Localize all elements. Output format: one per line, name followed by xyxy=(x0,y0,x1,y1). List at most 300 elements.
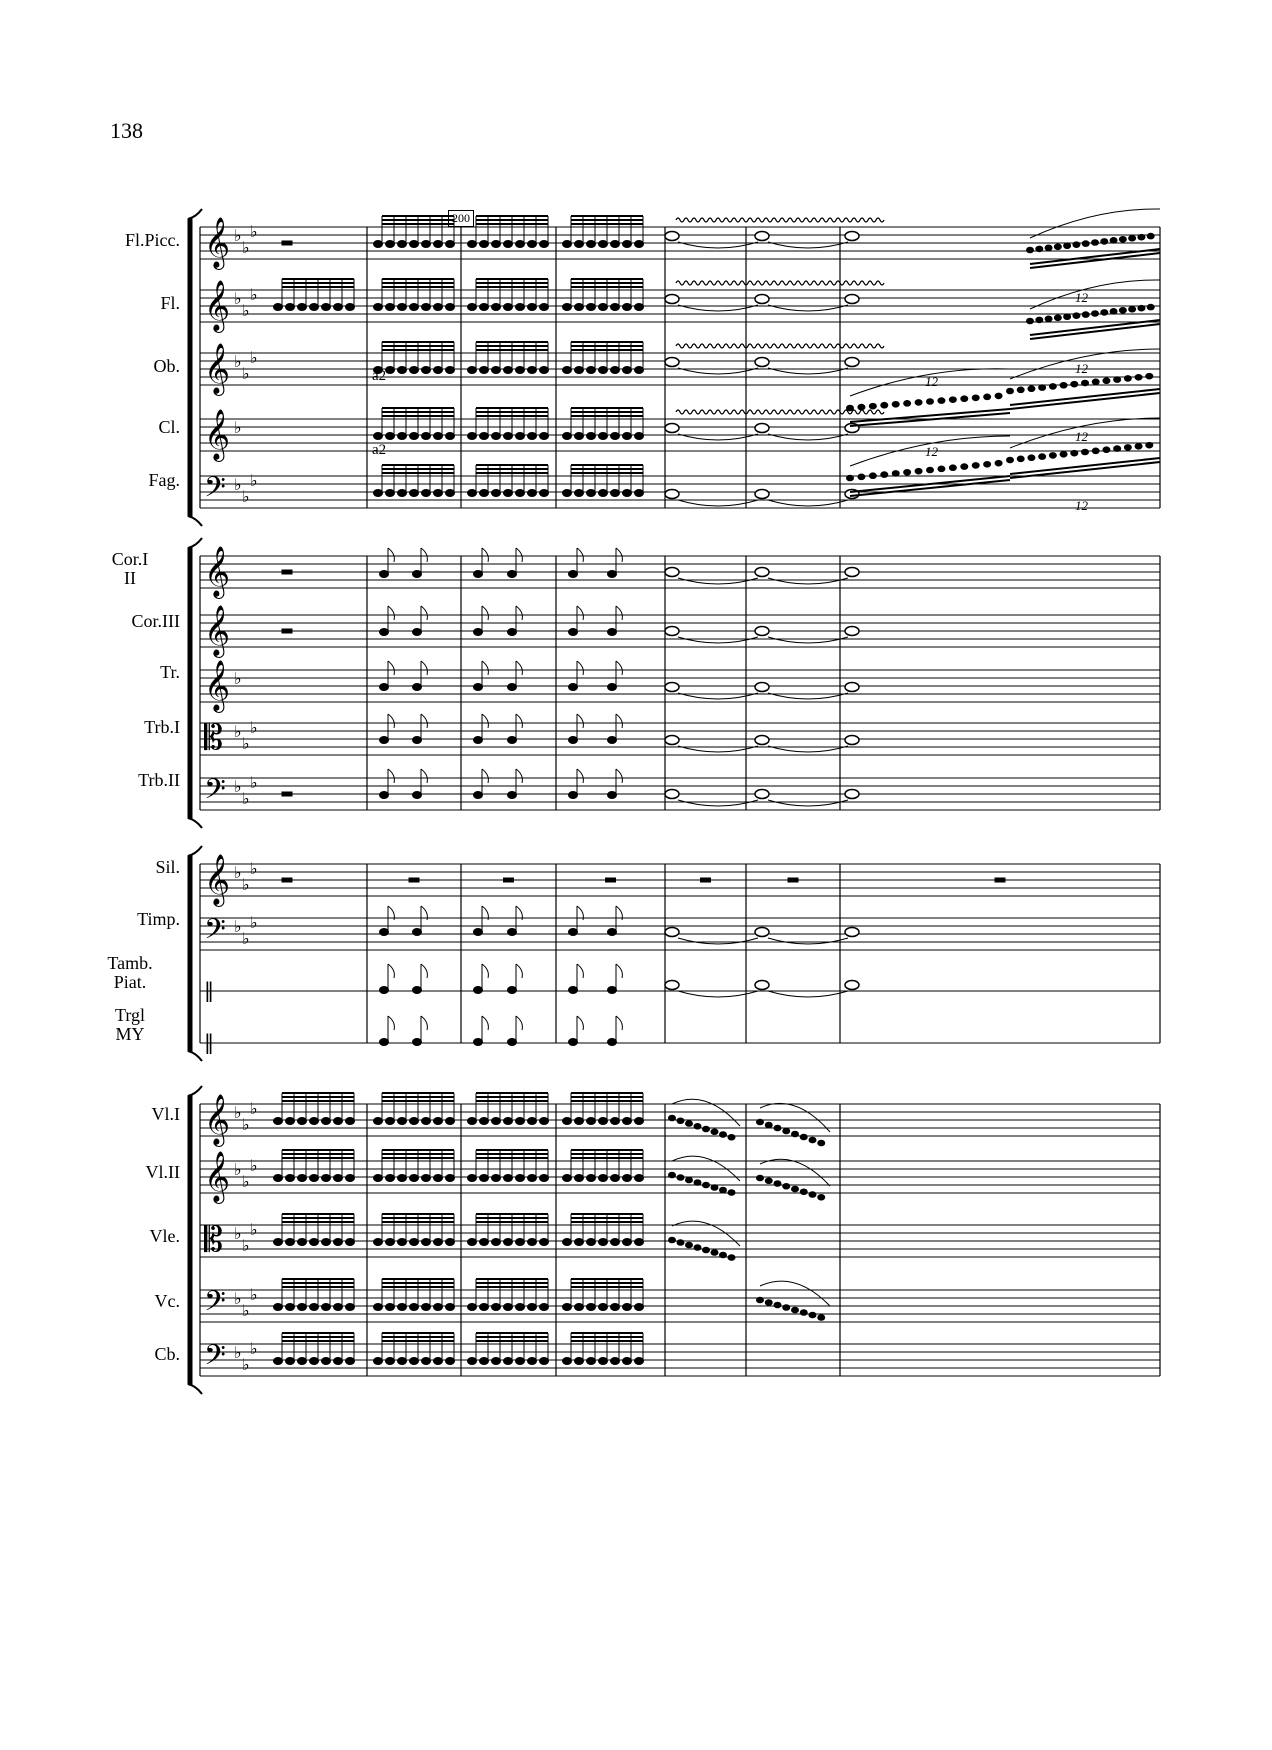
notehead xyxy=(474,684,483,691)
flag-icon xyxy=(516,661,522,675)
notehead xyxy=(599,1358,608,1365)
flat-icon: ♭ xyxy=(234,777,242,796)
treble-clef-icon: 𝄞 xyxy=(204,1151,231,1202)
notehead xyxy=(508,929,517,936)
notehead xyxy=(422,1239,431,1246)
notehead xyxy=(474,629,483,636)
notehead xyxy=(587,367,596,374)
notehead xyxy=(410,367,419,374)
bass-clef-icon: 𝄢 xyxy=(204,1285,226,1325)
notehead xyxy=(298,1239,307,1246)
notehead xyxy=(608,629,617,636)
notehead xyxy=(374,304,383,311)
notehead xyxy=(563,433,572,440)
notehead xyxy=(1092,311,1099,317)
flag-icon xyxy=(616,714,622,728)
notehead xyxy=(516,1239,525,1246)
half-rest-icon xyxy=(282,792,292,796)
notehead xyxy=(1147,233,1154,239)
tie xyxy=(768,500,848,506)
notehead xyxy=(575,1358,584,1365)
notehead xyxy=(468,1239,477,1246)
whole-note xyxy=(755,683,769,692)
treble-clef-icon: 𝄞 xyxy=(204,605,231,656)
notehead xyxy=(611,1118,620,1125)
notehead xyxy=(599,1175,608,1182)
notehead xyxy=(635,367,644,374)
notehead xyxy=(446,367,455,374)
notehead xyxy=(516,433,525,440)
notehead xyxy=(792,1307,799,1313)
whole-note xyxy=(755,295,769,304)
notehead xyxy=(386,1118,395,1125)
flat-icon: ♭ xyxy=(234,475,242,494)
notehead xyxy=(540,1358,549,1365)
notehead xyxy=(1114,377,1121,383)
flag-icon xyxy=(616,606,622,620)
label-trgl-a: Trgl xyxy=(114,1005,146,1025)
alto-clef-icon: 𝄡 xyxy=(204,718,223,758)
notehead xyxy=(635,1118,644,1125)
notehead xyxy=(703,1247,710,1253)
flat-icon: ♭ xyxy=(250,471,258,490)
flat-icon: ♭ xyxy=(250,859,258,878)
notehead xyxy=(1017,387,1024,393)
whole-note xyxy=(755,790,769,799)
flag-icon xyxy=(616,964,622,978)
notehead xyxy=(398,433,407,440)
label-cor12-a: Cor.I xyxy=(111,549,149,569)
notehead xyxy=(310,1118,319,1125)
flat-icon: ♭ xyxy=(250,718,258,737)
notehead xyxy=(528,1304,537,1311)
notehead xyxy=(1007,388,1014,394)
notehead xyxy=(623,304,632,311)
whole-note xyxy=(665,295,679,304)
treble-clef-icon: 𝄞 xyxy=(204,280,231,331)
notehead xyxy=(686,1242,693,1248)
notehead xyxy=(492,241,501,248)
notehead xyxy=(274,304,283,311)
notehead xyxy=(1028,455,1035,461)
whole-note xyxy=(845,683,859,692)
notehead xyxy=(961,396,968,402)
trill-line xyxy=(676,410,884,414)
notehead xyxy=(563,304,572,311)
half-rest-icon xyxy=(282,241,292,245)
bracket-hook xyxy=(188,516,202,526)
notehead xyxy=(1135,374,1142,380)
notes xyxy=(274,216,1161,1365)
notehead xyxy=(635,433,644,440)
notehead xyxy=(1073,242,1080,248)
notehead xyxy=(413,987,422,994)
notehead xyxy=(608,987,617,994)
notehead xyxy=(516,367,525,374)
treble-clef-icon: 𝄞 xyxy=(204,854,231,905)
flag-icon xyxy=(482,714,488,728)
trill-line xyxy=(676,344,884,348)
whole-note xyxy=(845,736,859,745)
notehead xyxy=(587,1239,596,1246)
notehead xyxy=(1036,317,1043,323)
notehead xyxy=(434,1118,443,1125)
notehead xyxy=(892,471,899,477)
notehead xyxy=(1028,386,1035,392)
notehead xyxy=(711,1250,718,1256)
notehead xyxy=(422,1118,431,1125)
notehead xyxy=(927,399,934,405)
flat-icon: ♭ xyxy=(242,734,250,753)
flat-icon: ♭ xyxy=(234,289,242,308)
notehead xyxy=(504,367,513,374)
notehead xyxy=(1049,453,1056,459)
treble-clef-icon: 𝄞 xyxy=(204,1094,231,1145)
notehead xyxy=(587,1118,596,1125)
notehead xyxy=(468,304,477,311)
notehead xyxy=(669,1172,676,1178)
notehead xyxy=(468,490,477,497)
half-rest-icon xyxy=(606,878,616,882)
perc-clef-icon: ‖ xyxy=(204,1030,214,1054)
bracket-hook xyxy=(188,209,202,219)
notehead xyxy=(274,1239,283,1246)
flag-icon xyxy=(577,714,583,728)
notehead xyxy=(869,403,876,409)
notehead xyxy=(757,1175,764,1181)
notehead xyxy=(563,1175,572,1182)
notehead xyxy=(398,1118,407,1125)
notehead xyxy=(1124,445,1131,451)
notehead xyxy=(569,629,578,636)
notehead xyxy=(374,1358,383,1365)
tuplet-mark: 12 xyxy=(1075,290,1088,305)
flat-icon: ♭ xyxy=(234,863,242,882)
notehead xyxy=(492,1304,501,1311)
notehead xyxy=(474,571,483,578)
flag-icon xyxy=(482,661,488,675)
notehead xyxy=(563,1239,572,1246)
notehead xyxy=(599,241,608,248)
notehead xyxy=(1064,314,1071,320)
notehead xyxy=(847,475,854,481)
system-bracket xyxy=(188,548,192,818)
notehead xyxy=(286,1175,295,1182)
notehead xyxy=(413,571,422,578)
notehead xyxy=(792,1131,799,1137)
notehead xyxy=(346,304,355,311)
beam xyxy=(1030,253,1160,268)
notehead xyxy=(765,1300,772,1306)
notehead xyxy=(800,1134,807,1140)
notehead xyxy=(422,1304,431,1311)
notehead xyxy=(1092,448,1099,454)
notehead xyxy=(1124,376,1131,382)
treble-clef-icon: 𝄞 xyxy=(204,409,231,460)
notehead xyxy=(422,304,431,311)
notehead xyxy=(611,1239,620,1246)
flag-icon xyxy=(482,548,488,562)
notehead xyxy=(310,1304,319,1311)
notehead xyxy=(334,1118,343,1125)
notehead xyxy=(703,1126,710,1132)
notehead xyxy=(386,367,395,374)
flat-icon: ♭ xyxy=(250,773,258,792)
notehead xyxy=(434,433,443,440)
flat-icon: ♭ xyxy=(242,1355,250,1374)
notehead xyxy=(694,1180,701,1186)
notehead xyxy=(677,1118,684,1124)
notehead xyxy=(728,1190,735,1196)
notehead xyxy=(575,1304,584,1311)
notehead xyxy=(635,1358,644,1365)
notehead xyxy=(608,571,617,578)
notehead xyxy=(728,1255,735,1261)
whole-note xyxy=(845,295,859,304)
notehead xyxy=(1073,313,1080,319)
notehead xyxy=(480,241,489,248)
flag-icon xyxy=(388,714,394,728)
notehead xyxy=(623,1358,632,1365)
flag-icon xyxy=(577,1016,583,1030)
flat-icon: ♭ xyxy=(250,1285,258,1304)
notehead xyxy=(374,1118,383,1125)
notehead xyxy=(1146,442,1153,448)
notehead xyxy=(599,490,608,497)
notehead xyxy=(516,241,525,248)
bracket-hook xyxy=(188,538,202,548)
notehead xyxy=(783,1305,790,1311)
notehead xyxy=(434,304,443,311)
notehead xyxy=(413,792,422,799)
flag-icon xyxy=(516,714,522,728)
notehead xyxy=(1027,318,1034,324)
whole-note xyxy=(665,358,679,367)
flag-icon xyxy=(516,548,522,562)
notehead xyxy=(563,490,572,497)
alto-clef-icon: 𝄡 xyxy=(204,1220,223,1260)
flat-icon: ♭ xyxy=(234,722,242,741)
half-rest-icon xyxy=(409,878,419,882)
notehead xyxy=(286,1239,295,1246)
notehead xyxy=(480,367,489,374)
notehead xyxy=(398,304,407,311)
notehead xyxy=(611,1175,620,1182)
notehead xyxy=(587,490,596,497)
flag-icon xyxy=(577,964,583,978)
whole-note xyxy=(755,568,769,577)
notehead xyxy=(720,1187,727,1193)
notehead xyxy=(1071,381,1078,387)
notehead xyxy=(686,1121,693,1127)
bass-clef-icon: 𝄢 xyxy=(204,471,226,511)
notehead xyxy=(677,1240,684,1246)
notehead xyxy=(380,684,389,691)
notehead xyxy=(508,792,517,799)
flag-icon xyxy=(388,606,394,620)
notehead xyxy=(398,1358,407,1365)
notehead xyxy=(608,1039,617,1046)
flag-icon xyxy=(516,964,522,978)
notehead xyxy=(635,490,644,497)
notehead xyxy=(398,1175,407,1182)
notehead xyxy=(858,474,865,480)
notehead xyxy=(508,629,517,636)
label-flpicc: Fl.Picc. xyxy=(124,230,180,250)
flat-icon: ♭ xyxy=(242,1301,250,1320)
notehead xyxy=(608,737,617,744)
notehead xyxy=(346,1358,355,1365)
notehead xyxy=(611,490,620,497)
notehead xyxy=(686,1177,693,1183)
notehead xyxy=(1039,454,1046,460)
flat-icon: ♭ xyxy=(250,1220,258,1239)
notehead xyxy=(386,433,395,440)
notehead xyxy=(410,433,419,440)
bass-clef-icon: 𝄢 xyxy=(204,913,226,953)
notehead xyxy=(474,737,483,744)
tuplet-mark: 12 xyxy=(1075,429,1088,444)
notehead xyxy=(599,367,608,374)
flag-icon xyxy=(577,769,583,783)
notehead xyxy=(508,987,517,994)
notehead xyxy=(286,1118,295,1125)
notehead xyxy=(711,1185,718,1191)
notehead xyxy=(818,1194,825,1200)
page-number: 138 xyxy=(110,118,143,143)
trill-line xyxy=(676,218,884,222)
notehead xyxy=(446,1358,455,1365)
whole-note xyxy=(845,627,859,636)
notehead xyxy=(1045,245,1052,251)
notehead xyxy=(528,1118,537,1125)
notehead xyxy=(468,1358,477,1365)
notehead xyxy=(374,433,383,440)
flat-icon: ♭ xyxy=(234,226,242,245)
perc-clef-icon: ‖ xyxy=(204,978,214,1002)
notehead xyxy=(869,473,876,479)
notehead xyxy=(623,1175,632,1182)
bracket-hook xyxy=(188,818,202,828)
notehead xyxy=(410,1358,419,1365)
beam xyxy=(1010,393,1160,409)
notehead xyxy=(995,393,1002,399)
notehead xyxy=(528,1175,537,1182)
notehead xyxy=(474,792,483,799)
notehead xyxy=(468,1304,477,1311)
notehead xyxy=(984,461,991,467)
flag-icon xyxy=(421,548,427,562)
notehead xyxy=(783,1183,790,1189)
notehead xyxy=(563,241,572,248)
half-rest-icon xyxy=(282,878,292,882)
notehead xyxy=(310,1175,319,1182)
notehead xyxy=(274,1175,283,1182)
notehead xyxy=(1103,447,1110,453)
tie xyxy=(768,800,848,806)
flag-icon xyxy=(616,548,622,562)
notehead xyxy=(504,1358,513,1365)
flat-icon: ♭ xyxy=(242,1115,250,1134)
notehead xyxy=(1114,446,1121,452)
notehead xyxy=(809,1137,816,1143)
notehead xyxy=(322,1304,331,1311)
flag-icon xyxy=(616,661,622,675)
label-ob: Ob. xyxy=(153,356,180,376)
whole-note xyxy=(665,490,679,499)
label-vl2: Vl.II xyxy=(145,1162,180,1182)
beam xyxy=(850,480,1010,496)
notehead xyxy=(422,1358,431,1365)
notehead xyxy=(410,490,419,497)
notehead xyxy=(611,1358,620,1365)
flag-icon xyxy=(388,1016,394,1030)
notehead xyxy=(1101,239,1108,245)
notehead xyxy=(1135,443,1142,449)
notehead xyxy=(310,1239,319,1246)
notehead xyxy=(800,1189,807,1195)
notehead xyxy=(599,1118,608,1125)
trill-line xyxy=(676,281,884,285)
half-rest-icon xyxy=(701,878,711,882)
label-fag: Fag. xyxy=(148,470,180,490)
notehead xyxy=(1054,244,1061,250)
whole-note xyxy=(755,627,769,636)
notehead xyxy=(563,1358,572,1365)
whole-note xyxy=(665,232,679,241)
notehead xyxy=(774,1125,781,1131)
notehead xyxy=(516,1358,525,1365)
notehead xyxy=(474,987,483,994)
notehead xyxy=(504,1118,513,1125)
notehead xyxy=(635,1175,644,1182)
notehead xyxy=(1027,247,1034,253)
notehead xyxy=(504,1239,513,1246)
flat-icon: ♭ xyxy=(242,929,250,948)
notehead xyxy=(540,1118,549,1125)
notehead xyxy=(1110,309,1117,315)
notehead xyxy=(434,1239,443,1246)
notehead xyxy=(694,1123,701,1129)
notehead xyxy=(380,792,389,799)
notehead xyxy=(504,490,513,497)
notehead xyxy=(516,304,525,311)
notehead xyxy=(386,304,395,311)
notehead xyxy=(446,241,455,248)
notehead xyxy=(446,433,455,440)
notehead xyxy=(575,1239,584,1246)
whole-note xyxy=(665,736,679,745)
notehead xyxy=(504,304,513,311)
notehead xyxy=(1060,382,1067,388)
flat-icon: ♭ xyxy=(242,238,250,257)
notehead xyxy=(1049,384,1056,390)
flat-icon: ♭ xyxy=(242,301,250,320)
bass-clef-icon: 𝄢 xyxy=(204,773,226,813)
notehead xyxy=(480,1239,489,1246)
notehead xyxy=(540,433,549,440)
flag-icon xyxy=(482,1016,488,1030)
notehead xyxy=(847,405,854,411)
notehead xyxy=(468,433,477,440)
notehead xyxy=(410,304,419,311)
slur xyxy=(1030,209,1160,238)
notehead xyxy=(413,929,422,936)
notehead xyxy=(422,433,431,440)
notehead xyxy=(310,304,319,311)
notehead xyxy=(274,1358,283,1365)
flat-icon: ♭ xyxy=(242,875,250,894)
